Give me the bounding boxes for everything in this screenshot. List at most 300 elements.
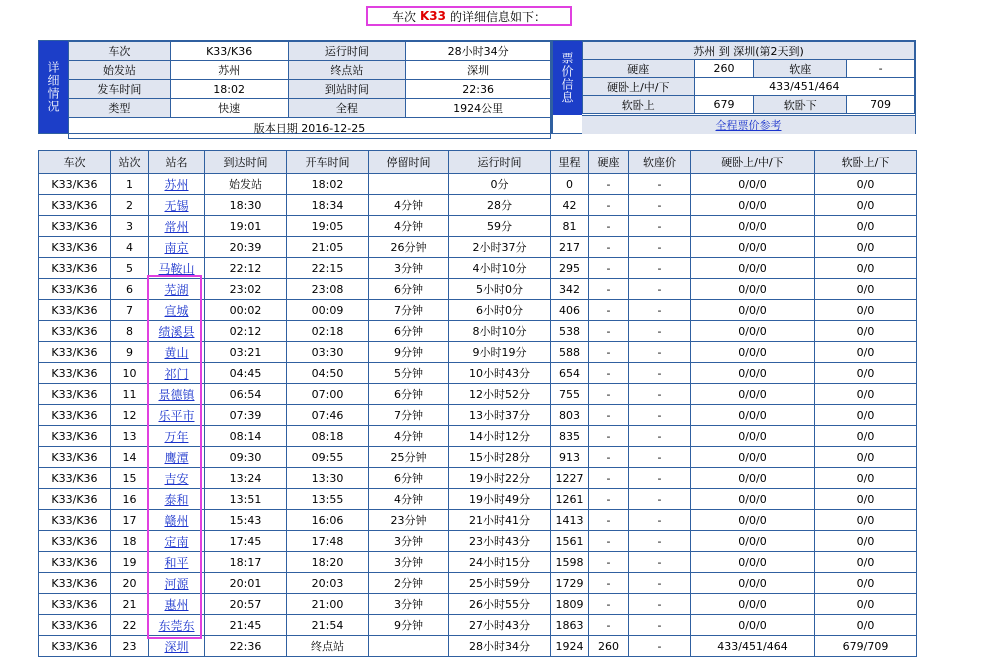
stops-table xyxy=(38,150,917,657)
table-cell: 11 xyxy=(111,384,149,405)
table-cell: 9小时19分 xyxy=(449,342,551,363)
station-link[interactable]: 惠州 xyxy=(164,597,189,612)
table-cell: 21:05 xyxy=(287,237,369,258)
table-cell: K33/K36 xyxy=(39,237,111,258)
station-cell xyxy=(149,174,205,195)
table-cell: 6分钟 xyxy=(369,384,449,405)
table-cell: 1729 xyxy=(551,573,589,594)
table-cell: 0/0 xyxy=(815,615,917,636)
table-cell: 7 xyxy=(111,300,149,321)
table-cell: 14小时12分 xyxy=(449,426,551,447)
table-cell: - xyxy=(589,447,629,468)
table-cell: 20:01 xyxy=(205,573,287,594)
depart-label: 发车时间 xyxy=(69,80,171,99)
table-cell: 0/0/0 xyxy=(691,426,815,447)
table-cell: K33/K36 xyxy=(39,552,111,573)
soft-lower-label: 软卧下 xyxy=(754,96,847,114)
depart-value: 18:02 xyxy=(170,80,288,99)
table-cell: 0/0/0 xyxy=(691,342,815,363)
table-cell: 23小时43分 xyxy=(449,531,551,552)
table-cell: 13:51 xyxy=(205,489,287,510)
table-cell: 03:30 xyxy=(287,342,369,363)
table-row xyxy=(39,426,917,447)
table-cell: 22:12 xyxy=(205,258,287,279)
table-cell: 15:43 xyxy=(205,510,287,531)
table-cell: 433/451/464 xyxy=(691,636,815,657)
station-link[interactable]: 鹰潭 xyxy=(164,450,189,465)
station-cell xyxy=(149,342,205,363)
table-cell: K33/K36 xyxy=(39,489,111,510)
table-row xyxy=(39,552,917,573)
table-cell: - xyxy=(589,552,629,573)
table-cell: 25分钟 xyxy=(369,447,449,468)
table-cell: 0/0/0 xyxy=(691,573,815,594)
table-cell: 19:05 xyxy=(287,216,369,237)
station-cell xyxy=(149,636,205,657)
station-link[interactable]: 泰和 xyxy=(164,492,189,507)
table-cell: 2小时37分 xyxy=(449,237,551,258)
column-header: 车次 xyxy=(39,151,111,174)
table-cell: - xyxy=(589,405,629,426)
table-cell: 10 xyxy=(111,363,149,384)
table-cell: 0/0/0 xyxy=(691,300,815,321)
table-cell: 0/0/0 xyxy=(691,594,815,615)
arrive-label: 到站时间 xyxy=(288,80,406,99)
station-link[interactable]: 祁门 xyxy=(164,366,189,381)
type-value: 快速 xyxy=(170,99,288,118)
table-cell: 19:01 xyxy=(205,216,287,237)
table-cell: 0/0/0 xyxy=(691,447,815,468)
table-cell xyxy=(369,174,449,195)
station-cell xyxy=(149,195,205,216)
table-row xyxy=(39,237,917,258)
table-cell: K33/K36 xyxy=(39,279,111,300)
station-link[interactable]: 苏州 xyxy=(164,177,189,192)
price-reference-link[interactable]: 全程票价参考 xyxy=(715,119,782,132)
table-row xyxy=(39,489,917,510)
table-cell: 1809 xyxy=(551,594,589,615)
table-cell: 6 xyxy=(111,279,149,300)
station-link[interactable]: 定南 xyxy=(164,534,189,549)
table-cell: 0/0 xyxy=(815,195,917,216)
table-cell: 9分钟 xyxy=(369,342,449,363)
detail-side-label: 详细情况 xyxy=(39,41,68,133)
column-header: 站次 xyxy=(111,151,149,174)
station-link[interactable]: 常州 xyxy=(164,219,189,234)
table-cell: 654 xyxy=(551,363,589,384)
table-cell: 1261 xyxy=(551,489,589,510)
station-link[interactable]: 黄山 xyxy=(164,345,189,360)
station-link[interactable]: 绩溪县 xyxy=(158,324,195,339)
table-cell: 26分钟 xyxy=(369,237,449,258)
hard-sleeper-value: 433/451/464 xyxy=(694,78,914,96)
table-cell: 13:55 xyxy=(287,489,369,510)
table-cell: 15小时28分 xyxy=(449,447,551,468)
station-cell xyxy=(149,489,205,510)
table-cell: 835 xyxy=(551,426,589,447)
table-cell: K33/K36 xyxy=(39,342,111,363)
table-cell: - xyxy=(629,321,691,342)
table-cell: 08:18 xyxy=(287,426,369,447)
table-cell xyxy=(369,636,449,657)
column-header: 停留时间 xyxy=(369,151,449,174)
station-cell xyxy=(149,426,205,447)
title-prefix: 车次 xyxy=(391,9,416,24)
table-cell: 13小时37分 xyxy=(449,405,551,426)
table-cell: 17:45 xyxy=(205,531,287,552)
table-cell: - xyxy=(589,279,629,300)
table-cell: 23:02 xyxy=(205,279,287,300)
table-cell: 18:20 xyxy=(287,552,369,573)
station-cell xyxy=(149,531,205,552)
table-cell: 5分钟 xyxy=(369,363,449,384)
table-cell: 18:17 xyxy=(205,552,287,573)
table-cell: 1561 xyxy=(551,531,589,552)
station-link[interactable]: 万年 xyxy=(164,429,189,444)
table-cell: 1924 xyxy=(551,636,589,657)
table-cell: K33/K36 xyxy=(39,174,111,195)
station-cell xyxy=(149,552,205,573)
station-cell xyxy=(149,468,205,489)
table-cell: 07:00 xyxy=(287,384,369,405)
column-header: 运行时间 xyxy=(449,151,551,174)
table-cell: K33/K36 xyxy=(39,447,111,468)
table-cell: - xyxy=(629,531,691,552)
table-cell: 260 xyxy=(589,636,629,657)
table-cell: 19 xyxy=(111,552,149,573)
table-cell: K33/K36 xyxy=(39,216,111,237)
table-cell: 0/0 xyxy=(815,321,917,342)
table-cell: 0/0/0 xyxy=(691,363,815,384)
table-row xyxy=(39,468,917,489)
table-cell: 1227 xyxy=(551,468,589,489)
table-cell: 28小时34分 xyxy=(449,636,551,657)
table-row xyxy=(39,342,917,363)
distance-value: 1924公里 xyxy=(406,99,551,118)
table-cell: 342 xyxy=(551,279,589,300)
table-cell: 1 xyxy=(111,174,149,195)
table-cell: 00:09 xyxy=(287,300,369,321)
table-cell: 913 xyxy=(551,447,589,468)
table-row xyxy=(39,174,917,195)
table-cell: K33/K36 xyxy=(39,405,111,426)
table-cell: 4小时10分 xyxy=(449,258,551,279)
station-cell xyxy=(149,405,205,426)
table-cell: 23分钟 xyxy=(369,510,449,531)
table-cell: 0/0/0 xyxy=(691,552,815,573)
table-cell: 13:24 xyxy=(205,468,287,489)
title-suffix: 的详细信息如下： xyxy=(450,9,547,24)
table-cell: K33/K36 xyxy=(39,426,111,447)
table-cell: 04:45 xyxy=(205,363,287,384)
table-cell: 16 xyxy=(111,489,149,510)
table-cell: 0/0 xyxy=(815,447,917,468)
price-info-panel xyxy=(552,40,916,134)
station-link[interactable]: 乐平市 xyxy=(158,408,195,423)
table-cell: 2分钟 xyxy=(369,573,449,594)
table-cell: 0/0 xyxy=(815,300,917,321)
train-value: K33/K36 xyxy=(170,42,288,61)
table-cell: K33/K36 xyxy=(39,636,111,657)
table-cell: 07:39 xyxy=(205,405,287,426)
table-cell: 0 xyxy=(551,174,589,195)
table-cell: 0/0 xyxy=(815,216,917,237)
station-link[interactable]: 宣城 xyxy=(164,303,189,318)
table-cell: 7分钟 xyxy=(369,405,449,426)
table-cell: K33/K36 xyxy=(39,258,111,279)
soft-seat-label: 软座 xyxy=(754,60,847,78)
table-cell: 0/0/0 xyxy=(691,279,815,300)
stops-table-wrap xyxy=(38,150,916,657)
table-cell: - xyxy=(629,174,691,195)
table-cell: - xyxy=(629,195,691,216)
station-link[interactable]: 马鞍山 xyxy=(158,261,195,276)
table-cell: - xyxy=(589,321,629,342)
table-cell: - xyxy=(589,216,629,237)
table-row xyxy=(39,573,917,594)
table-row xyxy=(39,195,917,216)
table-cell: 0/0/0 xyxy=(691,321,815,342)
table-cell: 21:00 xyxy=(287,594,369,615)
station-link[interactable]: 赣州 xyxy=(164,513,189,528)
table-cell: - xyxy=(629,384,691,405)
table-cell: 4 xyxy=(111,237,149,258)
version-date: 版本日期 2016-12-25 xyxy=(69,118,551,139)
table-cell: 4分钟 xyxy=(369,426,449,447)
table-cell: 0/0 xyxy=(815,573,917,594)
table-cell: - xyxy=(589,594,629,615)
table-cell: 0/0/0 xyxy=(691,216,815,237)
table-cell: 12 xyxy=(111,405,149,426)
table-row xyxy=(39,258,917,279)
column-header: 站名 xyxy=(149,151,205,174)
table-cell: 0/0/0 xyxy=(691,195,815,216)
soft-upper-label: 软卧上 xyxy=(583,96,695,114)
table-cell: K33/K36 xyxy=(39,615,111,636)
type-label: 类型 xyxy=(69,99,171,118)
station-cell xyxy=(149,447,205,468)
table-cell: K33/K36 xyxy=(39,321,111,342)
table-cell: - xyxy=(629,216,691,237)
table-row xyxy=(39,531,917,552)
table-cell: - xyxy=(629,258,691,279)
table-cell: 02:12 xyxy=(205,321,287,342)
table-cell: 6分钟 xyxy=(369,279,449,300)
table-cell: 0/0 xyxy=(815,468,917,489)
table-cell: - xyxy=(629,552,691,573)
station-cell xyxy=(149,237,205,258)
table-cell: - xyxy=(589,300,629,321)
table-cell: 0/0/0 xyxy=(691,258,815,279)
table-row xyxy=(39,384,917,405)
table-cell: 3分钟 xyxy=(369,552,449,573)
table-cell: 0/0 xyxy=(815,489,917,510)
station-link[interactable]: 河源 xyxy=(164,576,189,591)
table-cell: - xyxy=(589,468,629,489)
table-cell: - xyxy=(589,174,629,195)
column-header: 软座价 xyxy=(629,151,691,174)
station-link[interactable]: 芜湖 xyxy=(164,282,189,297)
table-cell: 20 xyxy=(111,573,149,594)
table-cell: 28分 xyxy=(449,195,551,216)
table-cell: 538 xyxy=(551,321,589,342)
table-cell: - xyxy=(629,363,691,384)
column-header: 里程 xyxy=(551,151,589,174)
arrive-value: 22:36 xyxy=(406,80,551,99)
table-cell: 0/0 xyxy=(815,405,917,426)
table-cell: K33/K36 xyxy=(39,363,111,384)
table-cell: 22:36 xyxy=(205,636,287,657)
table-cell: 终点站 xyxy=(287,636,369,657)
table-cell: 18:02 xyxy=(287,174,369,195)
table-cell: 26小时55分 xyxy=(449,594,551,615)
station-cell xyxy=(149,279,205,300)
table-row xyxy=(39,363,917,384)
table-cell: - xyxy=(589,342,629,363)
station-link[interactable]: 无锡 xyxy=(164,198,189,213)
table-cell: - xyxy=(629,342,691,363)
station-link[interactable]: 和平 xyxy=(164,555,189,570)
table-cell: - xyxy=(629,300,691,321)
table-cell: - xyxy=(589,573,629,594)
table-cell: 09:55 xyxy=(287,447,369,468)
table-cell: 6分钟 xyxy=(369,321,449,342)
table-cell: 4分钟 xyxy=(369,216,449,237)
table-cell: - xyxy=(589,615,629,636)
table-cell: 21 xyxy=(111,594,149,615)
table-cell: 3分钟 xyxy=(369,594,449,615)
table-cell: 0/0/0 xyxy=(691,531,815,552)
table-cell: 23 xyxy=(111,636,149,657)
table-cell: 3 xyxy=(111,216,149,237)
table-cell: 295 xyxy=(551,258,589,279)
table-cell: 755 xyxy=(551,384,589,405)
station-link[interactable]: 吉安 xyxy=(164,471,189,486)
table-cell: 19小时49分 xyxy=(449,489,551,510)
page-title xyxy=(366,6,572,26)
station-cell xyxy=(149,573,205,594)
runtime-label: 运行时间 xyxy=(288,42,406,61)
table-cell: 9 xyxy=(111,342,149,363)
table-cell: 00:02 xyxy=(205,300,287,321)
price-route: 苏州 到 深圳(第2天到) xyxy=(583,42,915,60)
table-cell: 8 xyxy=(111,321,149,342)
table-cell: 08:14 xyxy=(205,426,287,447)
table-cell: 9分钟 xyxy=(369,615,449,636)
table-cell: 12小时52分 xyxy=(449,384,551,405)
station-link[interactable]: 景德镇 xyxy=(158,387,195,402)
station-cell xyxy=(149,216,205,237)
table-cell: 21:54 xyxy=(287,615,369,636)
table-cell: K33/K36 xyxy=(39,573,111,594)
table-cell: - xyxy=(629,573,691,594)
table-cell: 7分钟 xyxy=(369,300,449,321)
station-link[interactable]: 深圳 xyxy=(164,639,189,654)
station-cell xyxy=(149,363,205,384)
table-cell: - xyxy=(629,447,691,468)
table-row xyxy=(39,300,917,321)
table-cell: 0/0 xyxy=(815,342,917,363)
table-cell: - xyxy=(629,510,691,531)
table-cell: 1413 xyxy=(551,510,589,531)
distance-label: 全程 xyxy=(288,99,406,118)
table-row xyxy=(39,405,917,426)
table-cell: 20:03 xyxy=(287,573,369,594)
table-row xyxy=(39,279,917,300)
table-header-row xyxy=(39,151,917,174)
table-cell: 679/709 xyxy=(815,636,917,657)
station-cell xyxy=(149,300,205,321)
station-cell xyxy=(149,615,205,636)
table-cell: 19小时22分 xyxy=(449,468,551,489)
table-cell: 3分钟 xyxy=(369,531,449,552)
table-cell: 5小时0分 xyxy=(449,279,551,300)
table-cell: 2 xyxy=(111,195,149,216)
table-cell: K33/K36 xyxy=(39,510,111,531)
table-cell: 0/0 xyxy=(815,426,917,447)
table-cell: - xyxy=(629,636,691,657)
table-cell: 17:48 xyxy=(287,531,369,552)
table-cell: 27小时43分 xyxy=(449,615,551,636)
table-cell: 4分钟 xyxy=(369,195,449,216)
table-cell: - xyxy=(589,258,629,279)
table-cell: 0/0/0 xyxy=(691,615,815,636)
table-row xyxy=(39,594,917,615)
table-cell: - xyxy=(629,405,691,426)
table-cell: 0/0 xyxy=(815,531,917,552)
table-cell: 0/0 xyxy=(815,552,917,573)
station-link[interactable]: 南京 xyxy=(164,240,189,255)
column-header: 开车时间 xyxy=(287,151,369,174)
table-cell: 22:15 xyxy=(287,258,369,279)
table-cell: 217 xyxy=(551,237,589,258)
hard-seat-label: 硬座 xyxy=(583,60,695,78)
station-cell xyxy=(149,510,205,531)
table-cell: - xyxy=(629,594,691,615)
table-cell: 0/0/0 xyxy=(691,174,815,195)
station-link[interactable]: 东莞东 xyxy=(158,618,195,633)
table-cell: 18:34 xyxy=(287,195,369,216)
table-cell: - xyxy=(629,468,691,489)
table-cell: 0/0/0 xyxy=(691,384,815,405)
table-cell: 406 xyxy=(551,300,589,321)
table-cell: - xyxy=(629,426,691,447)
table-cell: 0/0 xyxy=(815,363,917,384)
table-cell: 8小时10分 xyxy=(449,321,551,342)
table-cell: K33/K36 xyxy=(39,195,111,216)
table-cell: 4分钟 xyxy=(369,489,449,510)
table-cell: 17 xyxy=(111,510,149,531)
table-cell: 10小时43分 xyxy=(449,363,551,384)
table-cell: - xyxy=(589,237,629,258)
table-cell: 13 xyxy=(111,426,149,447)
table-cell: - xyxy=(589,363,629,384)
table-cell: 1598 xyxy=(551,552,589,573)
table-cell: 20:39 xyxy=(205,237,287,258)
table-cell: 0/0/0 xyxy=(691,405,815,426)
table-cell: 13:30 xyxy=(287,468,369,489)
terminal-value: 深圳 xyxy=(406,61,551,80)
table-cell: 18 xyxy=(111,531,149,552)
table-cell: - xyxy=(589,384,629,405)
table-cell: - xyxy=(629,489,691,510)
table-cell: - xyxy=(629,279,691,300)
table-cell: 0/0 xyxy=(815,510,917,531)
table-cell: 04:50 xyxy=(287,363,369,384)
table-cell: 5 xyxy=(111,258,149,279)
table-cell: 25小时59分 xyxy=(449,573,551,594)
price-side-label: 票价信息 xyxy=(553,41,582,115)
